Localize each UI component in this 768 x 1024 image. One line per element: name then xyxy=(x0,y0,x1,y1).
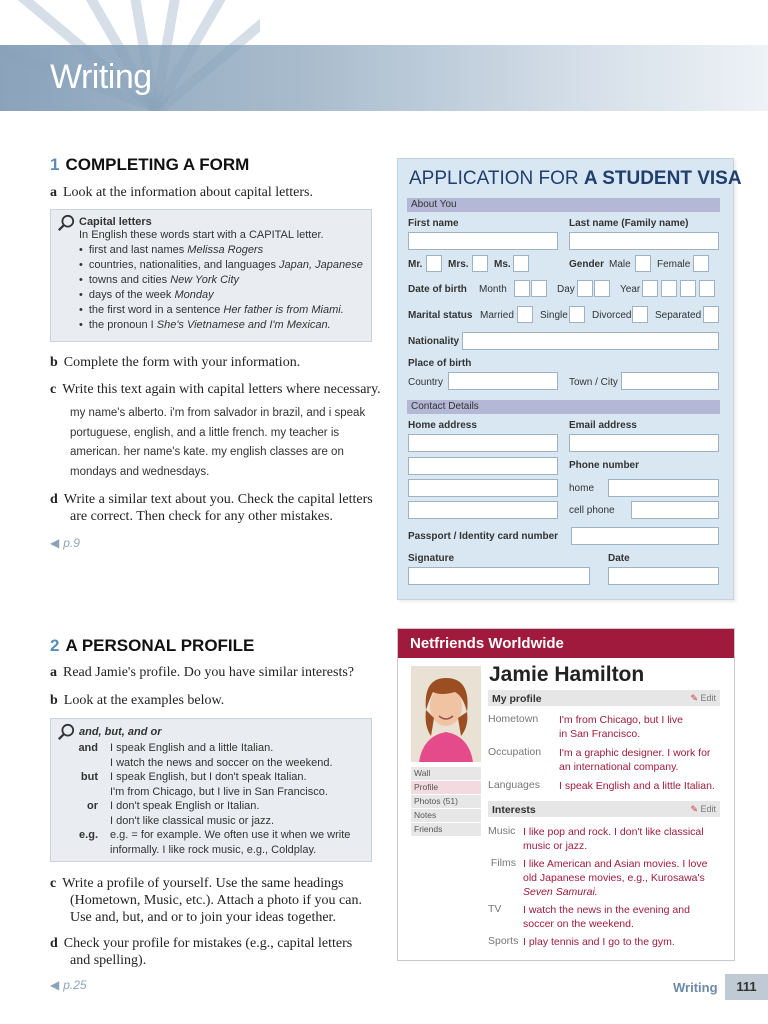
phone-number-label: Phone number xyxy=(569,460,640,471)
address-field-line[interactable] xyxy=(408,501,558,519)
sample-line: portuguese, english, and a little french. my teacher is xyxy=(70,426,340,439)
tip-title: Capital letters xyxy=(79,216,152,228)
hometown-label: Hometown xyxy=(488,713,539,725)
mr-checkbox[interactable] xyxy=(426,255,442,272)
date-label: Date xyxy=(608,553,630,564)
languages-value: I speak English and a little Italian. xyxy=(559,780,715,792)
divorced-label: Divorced xyxy=(592,310,632,321)
magnifier-icon xyxy=(57,214,75,232)
title-mr-label: Mr. xyxy=(408,259,423,270)
footer-section-label: Writing xyxy=(673,980,718,995)
town-field[interactable] xyxy=(621,372,719,390)
tip-list-item: • towns and cities New York City xyxy=(79,273,369,288)
tv-value: I watch the news in the evening and soccer on the weekend. xyxy=(523,904,690,930)
female-checkbox[interactable] xyxy=(693,255,709,272)
first-name-field[interactable] xyxy=(408,232,558,250)
title-ms-label: Ms. xyxy=(494,259,511,270)
nav-notes[interactable]: Notes xyxy=(411,809,481,822)
page-reference-2[interactable]: ◀ p.25 xyxy=(50,978,87,992)
my-profile-bar xyxy=(488,690,720,706)
tip-list-item: • first and last names Melissa Rogers xyxy=(79,243,369,258)
town-label: Town / City xyxy=(569,377,618,388)
task-1d: d Write a similar text about you. Check the capital letters are correct. Then check for any other mistakes. xyxy=(50,492,373,524)
first-name-label: First name xyxy=(408,218,459,229)
languages-label: Languages xyxy=(488,779,540,791)
my-profile-heading: My profile xyxy=(492,693,542,705)
magnifier-icon xyxy=(57,723,75,741)
home-phone-field[interactable] xyxy=(608,479,719,497)
section-number: 2 xyxy=(50,636,60,655)
year-label: Year xyxy=(620,284,641,295)
task-1a: a Look at the information about capital letters. xyxy=(50,185,313,200)
tip-list-item: • days of the week Monday xyxy=(79,288,369,303)
films-value: I like American and Asian movies. I love old Japanese movies, e.g., Kurosawa's Seven Samurai. xyxy=(523,858,708,898)
address-field-line[interactable] xyxy=(408,434,558,452)
country-field[interactable] xyxy=(448,372,558,390)
month-digit-box[interactable] xyxy=(531,280,547,297)
nav-friends[interactable]: Friends xyxy=(411,823,481,836)
passport-label: Passport / Identity card number xyxy=(408,531,559,542)
cell-phone-label: cell phone xyxy=(569,505,615,516)
separated-checkbox[interactable] xyxy=(703,306,719,323)
task-1c: c Write this text again with capital letters where necessary. xyxy=(50,382,381,397)
year-digit-box[interactable] xyxy=(680,280,696,297)
month-digit-box[interactable] xyxy=(514,280,530,297)
country-label: Country xyxy=(408,377,444,388)
profile-nav xyxy=(411,767,481,836)
tip-intro: In English these words start with a CAPITAL letter. xyxy=(79,229,324,241)
tv-label: TV xyxy=(488,903,502,915)
divorced-checkbox[interactable] xyxy=(632,306,648,323)
home-address-label: Home address xyxy=(408,420,477,431)
sports-value: I play tennis and I go to the gym. xyxy=(523,936,675,948)
section-bar-about-you: About You xyxy=(407,198,720,212)
occupation-value: I'm a graphic designer. I work for an international company. xyxy=(559,747,711,773)
single-label: Single xyxy=(540,310,568,321)
mrs-checkbox[interactable] xyxy=(472,255,488,272)
conjunction-row: e.g. e.g. = for example. We often use it when we write informally. I like rock music, e.g., Coldplay. xyxy=(60,828,365,857)
place-of-birth-label: Place of birth xyxy=(408,358,472,369)
profile-name: Jamie Hamilton xyxy=(489,663,645,686)
day-digit-box[interactable] xyxy=(577,280,593,297)
year-digit-box[interactable] xyxy=(642,280,658,297)
tip-list-item: • the first word in a sentence Her father is from Miami. xyxy=(79,303,369,318)
email-field[interactable] xyxy=(569,434,719,452)
conjunction-label: or xyxy=(87,800,98,812)
page-reference-1[interactable]: ◀ p.9 xyxy=(50,536,80,550)
conjunction-label: and xyxy=(78,742,98,754)
section-bar-contact: Contact Details xyxy=(407,400,720,414)
tip-list-item: • countries, nationalities, and languages Japan, Japanese xyxy=(79,258,369,273)
nav-profile[interactable]: Profile xyxy=(411,781,481,794)
tip-title: and, but, and or xyxy=(79,726,162,738)
separated-label: Separated xyxy=(655,310,702,321)
conjunction-examples xyxy=(60,741,365,857)
tip-list xyxy=(79,243,369,333)
last-name-field[interactable] xyxy=(569,232,719,250)
back-arrow-icon: ◀ xyxy=(50,536,60,550)
year-digit-box[interactable] xyxy=(661,280,677,297)
task-2a: a Read Jamie's profile. Do you have similar interests? xyxy=(50,665,354,680)
occupation-label: Occupation xyxy=(488,746,542,758)
back-arrow-icon: ◀ xyxy=(50,978,60,992)
section-number: 1 xyxy=(50,155,60,174)
films-label: Films xyxy=(490,857,516,869)
conjunction-row: or I don't speak English or Italian. I don't like classical music or jazz. xyxy=(60,799,365,828)
date-field[interactable] xyxy=(608,567,719,585)
sample-text xyxy=(70,404,365,482)
task-2c: c Write a profile of yourself. Use the same headings (Hometown, Music, etc.). Attach a photo if you can. Use and, but, and or to join your ideas together. xyxy=(50,876,362,925)
section-title: COMPLETING A FORM xyxy=(65,155,250,174)
music-label: Music xyxy=(488,825,516,837)
sample-line: mondays and wednesdays. xyxy=(70,465,210,478)
capital-letters-tip xyxy=(79,216,369,333)
page-title: Writing xyxy=(50,58,152,96)
interests-bar xyxy=(488,801,720,817)
site-header: Netfriends Worldwide xyxy=(398,629,734,658)
ms-checkbox[interactable] xyxy=(513,255,529,272)
male-label: Male xyxy=(609,259,631,270)
day-label: Day xyxy=(557,284,575,295)
month-label: Month xyxy=(479,284,507,295)
day-digit-box[interactable] xyxy=(594,280,610,297)
tip-list-item: • the pronoun I She's Vietnamese and I'm Mexican. xyxy=(79,318,369,333)
home-phone-label: home xyxy=(569,483,595,494)
year-digit-box[interactable] xyxy=(699,280,715,297)
married-checkbox[interactable] xyxy=(517,306,533,323)
sample-line: my name's alberto. i'm from salvador in brazil, and i speak xyxy=(70,407,366,419)
nav-wall[interactable]: Wall xyxy=(411,767,481,780)
address-field-line[interactable] xyxy=(408,479,558,497)
task-2b: b Look at the examples below. xyxy=(50,693,225,708)
section-title: A PERSONAL PROFILE xyxy=(65,636,255,655)
female-label: Female xyxy=(657,259,691,270)
profile-photo xyxy=(411,666,481,762)
hometown-value: I'm from Chicago, but I live in San Francisco. xyxy=(559,714,683,740)
married-label: Married xyxy=(480,310,514,321)
marital-status-label: Marital status xyxy=(408,310,473,321)
email-label: Email address xyxy=(569,420,637,431)
address-field-line[interactable] xyxy=(408,457,558,475)
task-1b: b Complete the form with your information. xyxy=(50,355,301,370)
dob-label: Date of birth xyxy=(408,284,467,295)
conjunction-row: and I speak English and a little Italian. I watch the news and soccer on the weekend. xyxy=(60,741,365,770)
sample-line: american. her name's kate. my english classes are on xyxy=(70,446,344,458)
section-2-heading xyxy=(50,636,254,656)
conjunction-label: but xyxy=(80,771,98,783)
conjunction-row: but I speak English, but I don't speak Italian. I'm from Chicago, but I live in San Francisco. xyxy=(60,770,365,799)
passport-field[interactable] xyxy=(571,527,719,545)
single-checkbox[interactable] xyxy=(569,306,585,323)
male-checkbox[interactable] xyxy=(635,255,651,272)
section-1-heading xyxy=(50,155,249,175)
conjunction-label: e.g. xyxy=(79,829,98,841)
nav-photos[interactable]: Photos (51) xyxy=(411,795,481,808)
music-value: I like pop and rock. I don't like classical music or jazz. xyxy=(523,826,704,852)
nationality-field[interactable] xyxy=(462,332,719,350)
interests-heading: Interests xyxy=(492,804,536,816)
cell-phone-field[interactable] xyxy=(631,501,719,519)
nationality-label: Nationality xyxy=(408,336,460,347)
task-2d: d Check your profile for mistakes (e.g., capital letters and spelling). xyxy=(50,936,353,968)
edit-interests-link[interactable]: ✎ Edit xyxy=(690,804,716,815)
title-mrs-label: Mrs. xyxy=(448,259,469,270)
signature-label: Signature xyxy=(408,553,455,564)
last-name-label: Last name (Family name) xyxy=(569,218,689,229)
visa-form-title: APPLICATION FOR A STUDENT VISA xyxy=(409,168,742,189)
page-number: 111 xyxy=(725,974,768,1000)
sports-label: Sports xyxy=(488,935,519,947)
gender-label: Gender xyxy=(569,259,605,270)
edit-profile-link[interactable]: ✎ Edit xyxy=(690,693,716,704)
signature-field[interactable] xyxy=(408,567,590,585)
